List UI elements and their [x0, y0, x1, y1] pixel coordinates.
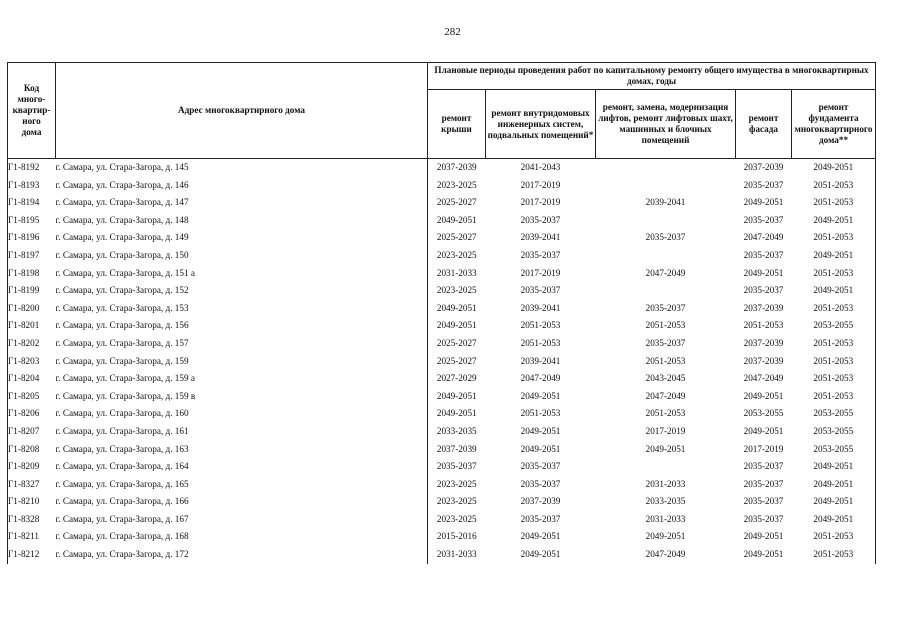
- cell-code: Г1-8205: [8, 388, 56, 406]
- cell-roof: 2023-2025: [428, 511, 486, 529]
- cell-roof: 2025-2027: [428, 353, 486, 371]
- table-row: [8, 159, 876, 177]
- cell-code: Г1-8193: [8, 177, 56, 195]
- cell-engineering: 2047-2049: [520, 373, 561, 384]
- cell-address: г. Самара, ул. Стара-Загора, д. 172: [55, 549, 189, 560]
- cell-facade: 2037-2039: [743, 337, 784, 348]
- cell-address: г. Самара, ул. Стара-Загора, д. 149: [55, 232, 189, 243]
- cell-foundation: 2051-2053: [792, 528, 876, 546]
- cell-address: г. Самара, ул. Стара-Загора, д. 145: [56, 159, 428, 177]
- header-code-line: квартир-: [12, 105, 51, 115]
- cell-foundation: 2051-2053: [792, 300, 876, 318]
- cell-engineering: 2039-2041: [520, 355, 561, 366]
- cell-engineering: 2035-2037: [520, 461, 561, 472]
- header-code-line: дома: [21, 127, 42, 137]
- cell-facade: 2049-2051: [743, 390, 784, 401]
- cell-address: г. Самара, ул. Стара-Загора, д. 152: [55, 285, 189, 296]
- cell-address: г. Самара, ул. Стара-Загора, д. 146: [55, 179, 189, 190]
- cell-elevators: [596, 458, 736, 476]
- cell-roof: 2023-2025: [428, 282, 486, 300]
- cell-engineering: 2039-2041: [520, 232, 561, 243]
- cell-foundation: 2051-2053: [792, 335, 876, 353]
- header-elevators: ремонт, замена, модернизация лифтов, ремонт лифтовых шахт, машинных и блочных помещений: [596, 90, 736, 159]
- cell-engineering: 2039-2041: [520, 302, 561, 313]
- cell-address: г. Самара, ул. Стара-Загора, д. 159: [55, 355, 189, 366]
- cell-engineering: 2035-2037: [520, 285, 561, 296]
- cell-facade: 2037-2039: [743, 355, 784, 366]
- table-row: [8, 388, 876, 406]
- cell-roof: 2049-2051: [428, 317, 486, 335]
- header-code: [8, 63, 56, 159]
- cell-foundation: 2049-2051: [792, 282, 876, 300]
- cell-address: г. Самара, ул. Стара-Загора, д. 150: [55, 249, 189, 260]
- cell-elevators: [596, 212, 736, 230]
- cell-engineering: 2051-2053: [520, 320, 561, 331]
- cell-elevators: 2033-2035: [645, 496, 686, 507]
- cell-address: г. Самара, ул. Стара-Загора, д. 167: [55, 513, 189, 524]
- table-row: [8, 300, 876, 318]
- cell-engineering: 2049-2051: [520, 531, 561, 542]
- capital-repair-table: [7, 62, 876, 564]
- cell-engineering: 2017-2019: [520, 197, 561, 208]
- cell-address: г. Самара, ул. Стара-Загора, д. 166: [55, 496, 189, 507]
- cell-address: г. Самара, ул. Стара-Загора, д. 160: [55, 408, 189, 419]
- cell-address: г. Самара, ул. Стара-Загора, д. 153: [55, 302, 189, 313]
- table-row: [8, 405, 876, 423]
- cell-elevators: [596, 159, 736, 177]
- cell-code: Г1-8208: [8, 441, 56, 459]
- cell-facade: 2049-2051: [743, 267, 784, 278]
- cell-address: г. Самара, ул. Стара-Загора, д. 147: [55, 197, 189, 208]
- cell-code: Г1-8197: [8, 247, 56, 265]
- cell-elevators: 2035-2037: [645, 232, 686, 243]
- table-row: [8, 493, 876, 511]
- cell-facade: 2035-2037: [743, 214, 784, 225]
- cell-roof: 2037-2039: [428, 159, 486, 177]
- cell-elevators: 2043-2045: [645, 373, 686, 384]
- cell-elevators: 2047-2049: [645, 267, 686, 278]
- cell-foundation: 2049-2051: [792, 212, 876, 230]
- cell-address: г. Самара, ул. Стара-Загора, д. 161: [55, 425, 189, 436]
- cell-elevators: [596, 282, 736, 300]
- cell-facade: 2037-2039: [736, 159, 792, 177]
- cell-address: г. Самара, ул. Стара-Загора, д. 168: [55, 531, 189, 542]
- cell-roof: 2027-2029: [428, 370, 486, 388]
- header-facade: ремонт фасада: [736, 90, 792, 159]
- cell-facade: 2047-2049: [743, 232, 784, 243]
- table-row: [8, 247, 876, 265]
- cell-roof: 2015-2016: [428, 528, 486, 546]
- cell-elevators: 2047-2049: [645, 549, 686, 560]
- cell-elevators: 2051-2053: [645, 355, 686, 366]
- cell-roof: 2049-2051: [428, 300, 486, 318]
- cell-foundation: 2051-2053: [792, 353, 876, 371]
- cell-engineering: 2049-2051: [520, 390, 561, 401]
- header-code-line: много-: [17, 94, 46, 104]
- cell-roof: 2025-2027: [428, 194, 486, 212]
- cell-code: Г1-8209: [8, 458, 56, 476]
- cell-elevators: 2051-2053: [645, 320, 686, 331]
- cell-foundation: 2049-2051: [792, 476, 876, 494]
- table-row: [8, 528, 876, 546]
- cell-elevators: 2017-2019: [645, 425, 686, 436]
- cell-foundation: 2049-2051: [792, 493, 876, 511]
- cell-facade: 2049-2051: [743, 425, 784, 436]
- cell-code: Г1-8328: [8, 511, 56, 529]
- cell-facade: 2049-2051: [743, 549, 784, 560]
- cell-roof: 2031-2033: [428, 265, 486, 283]
- header-foundation: ремонт фундамента многоквартирного дома**: [792, 90, 876, 159]
- cell-elevators: 2049-2051: [645, 443, 686, 454]
- cell-elevators: 2031-2033: [645, 513, 686, 524]
- cell-address: г. Самара, ул. Стара-Загора, д. 159 а: [55, 373, 195, 384]
- table-row: [8, 546, 876, 564]
- cell-code: Г1-8212: [8, 546, 56, 564]
- cell-code: Г1-8204: [8, 370, 56, 388]
- cell-elevators: 2047-2049: [645, 390, 686, 401]
- cell-facade: 2035-2037: [743, 461, 784, 472]
- cell-facade: 2049-2051: [743, 531, 784, 542]
- cell-roof: 2033-2035: [428, 423, 486, 441]
- cell-address: г. Самара, ул. Стара-Загора, д. 156: [55, 320, 189, 331]
- cell-facade: 2035-2037: [743, 249, 784, 260]
- table-row: [8, 335, 876, 353]
- cell-roof: 2031-2033: [428, 546, 486, 564]
- cell-address: г. Самара, ул. Стара-Загора, д. 164: [55, 461, 189, 472]
- cell-roof: 2049-2051: [428, 405, 486, 423]
- cell-foundation: 2051-2053: [792, 194, 876, 212]
- cell-engineering: 2049-2051: [520, 549, 561, 560]
- page-number: 282: [444, 26, 461, 38]
- cell-facade: 2017-2019: [743, 443, 784, 454]
- cell-engineering: 2051-2053: [520, 337, 561, 348]
- cell-elevators: 2049-2051: [645, 531, 686, 542]
- table-row: [8, 282, 876, 300]
- table-row: [8, 441, 876, 459]
- cell-engineering: 2035-2037: [520, 249, 561, 260]
- cell-elevators: 2051-2053: [645, 408, 686, 419]
- cell-engineering: 2051-2053: [520, 408, 561, 419]
- cell-engineering: 2049-2051: [520, 443, 561, 454]
- cell-facade: 2035-2037: [743, 496, 784, 507]
- cell-foundation: 2049-2051: [792, 247, 876, 265]
- cell-elevators: 2035-2037: [645, 337, 686, 348]
- cell-foundation: 2049-2051: [792, 159, 876, 177]
- cell-code: Г1-8207: [8, 423, 56, 441]
- cell-facade: 2037-2039: [743, 302, 784, 313]
- cell-code: Г1-8196: [8, 229, 56, 247]
- cell-foundation: 2049-2051: [792, 511, 876, 529]
- cell-foundation: 2053-2055: [792, 441, 876, 459]
- cell-code: Г1-8202: [8, 335, 56, 353]
- table-body: [8, 159, 876, 564]
- cell-facade: 2035-2037: [743, 478, 784, 489]
- cell-address: г. Самара, ул. Стара-Загора, д. 159 в: [55, 390, 196, 401]
- cell-code: Г1-8192: [8, 159, 56, 177]
- cell-roof: 2025-2027: [428, 335, 486, 353]
- cell-code: Г1-8206: [8, 405, 56, 423]
- cell-foundation: 2051-2053: [792, 265, 876, 283]
- cell-roof: 2023-2025: [428, 476, 486, 494]
- header-engineering: ремонт внутридомовых инженерных систем, подвальных помещений*: [486, 90, 596, 159]
- cell-address: г. Самара, ул. Стара-Загора, д. 151 а: [55, 267, 195, 278]
- cell-elevators: 2035-2037: [645, 302, 686, 313]
- header-period-title: Плановые периоды проведения работ по капитальному ремонту общего имущества в многоквартирных домах, годы: [428, 63, 876, 90]
- table-row: [8, 317, 876, 335]
- cell-foundation: 2053-2055: [792, 423, 876, 441]
- header-code-line: Код: [23, 83, 40, 93]
- cell-foundation: 2053-2055: [792, 405, 876, 423]
- cell-facade: 2035-2037: [743, 285, 784, 296]
- cell-roof: 2037-2039: [428, 441, 486, 459]
- cell-elevators: [596, 177, 736, 195]
- table-row: [8, 265, 876, 283]
- cell-roof: 2023-2025: [428, 247, 486, 265]
- cell-roof: 2023-2025: [428, 177, 486, 195]
- cell-address: г. Самара, ул. Стара-Загора, д. 148: [55, 214, 189, 225]
- table-row: [8, 353, 876, 371]
- cell-engineering: 2017-2019: [520, 179, 561, 190]
- cell-engineering: 2049-2051: [520, 425, 561, 436]
- table-row: [8, 177, 876, 195]
- cell-address: г. Самара, ул. Стара-Загора, д. 157: [55, 337, 189, 348]
- cell-code: Г1-8199: [8, 282, 56, 300]
- cell-code: Г1-8195: [8, 212, 56, 230]
- table-row: [8, 511, 876, 529]
- cell-code: Г1-8198: [8, 265, 56, 283]
- header-code-line: ного: [22, 116, 41, 126]
- cell-code: Г1-8201: [8, 317, 56, 335]
- table-row: [8, 476, 876, 494]
- cell-code: Г1-8200: [8, 300, 56, 318]
- cell-foundation: 2051-2053: [792, 546, 876, 564]
- cell-foundation: 2053-2055: [792, 317, 876, 335]
- cell-foundation: 2051-2053: [792, 370, 876, 388]
- cell-facade: 2035-2037: [743, 179, 784, 190]
- cell-engineering: 2041-2043: [486, 159, 596, 177]
- table-row: [8, 423, 876, 441]
- table-row: [8, 458, 876, 476]
- cell-facade: 2053-2055: [743, 408, 784, 419]
- cell-elevators: 2031-2033: [645, 478, 686, 489]
- cell-foundation: 2051-2053: [792, 388, 876, 406]
- cell-engineering: 2017-2019: [520, 267, 561, 278]
- cell-foundation: 2051-2053: [792, 229, 876, 247]
- cell-code: Г1-8327: [8, 476, 56, 494]
- cell-engineering: 2035-2037: [520, 214, 561, 225]
- cell-engineering: 2035-2037: [520, 478, 561, 489]
- cell-engineering: 2035-2037: [520, 513, 561, 524]
- cell-facade: 2047-2049: [743, 373, 784, 384]
- cell-code: Г1-8210: [8, 493, 56, 511]
- cell-roof: 2025-2027: [428, 229, 486, 247]
- table-header: [8, 63, 876, 159]
- cell-roof: 2023-2025: [428, 493, 486, 511]
- table-row: [8, 370, 876, 388]
- cell-facade: 2051-2053: [743, 320, 784, 331]
- header-address: Адрес многоквартирного дома: [56, 63, 428, 159]
- table-row: [8, 194, 876, 212]
- cell-code: Г1-8194: [8, 194, 56, 212]
- table-row: [8, 229, 876, 247]
- cell-code: Г1-8211: [8, 528, 56, 546]
- cell-code: Г1-8203: [8, 353, 56, 371]
- cell-engineering: 2037-2039: [520, 496, 561, 507]
- cell-elevators: 2039-2041: [645, 197, 686, 208]
- header-roof: ремонт крыши: [428, 90, 486, 159]
- cell-address: г. Самара, ул. Стара-Загора, д. 165: [55, 478, 189, 489]
- cell-foundation: 2051-2053: [792, 177, 876, 195]
- cell-foundation: 2049-2051: [792, 458, 876, 476]
- cell-roof: 2035-2037: [428, 458, 486, 476]
- table-row: [8, 212, 876, 230]
- cell-facade: 2049-2051: [743, 197, 784, 208]
- cell-roof: 2049-2051: [428, 388, 486, 406]
- cell-roof: 2049-2051: [428, 212, 486, 230]
- cell-elevators: [596, 247, 736, 265]
- cell-address: г. Самара, ул. Стара-Загора, д. 163: [55, 443, 189, 454]
- cell-facade: 2035-2037: [743, 513, 784, 524]
